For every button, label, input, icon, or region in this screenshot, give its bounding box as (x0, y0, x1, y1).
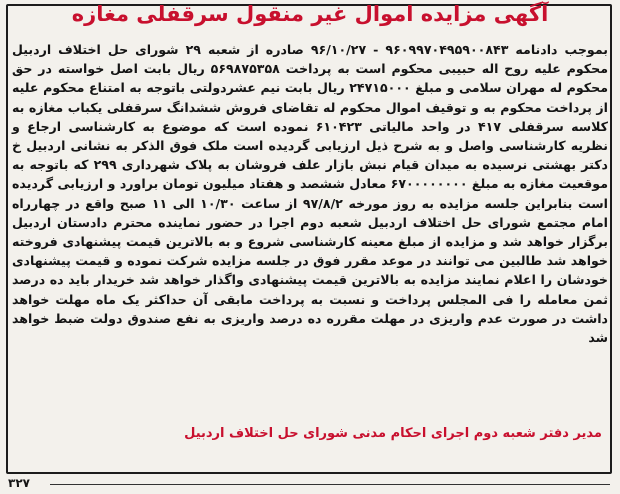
notice-body (12, 40, 608, 347)
notice-signature: مدیر دفتر شعبه دوم اجرای احکام مدنی شورای حل اختلاف اردبیل (184, 426, 602, 441)
ad-number: ۳۲۷ (8, 476, 30, 490)
notice-body-paragraph: بموجب دادنامه ۹۶۰۹۹۷۰۴۹۵۹۰۰۸۴۳ - ۹۶/۱۰/۲۷ صادره از شعبه ۲۹ شورای حل اختلاف اردبیل محکوم علیه روح اله حبیبی محکوم است به پرداخت ۵۶۹۸۷۵۳۵۸ ریال بابت اصل خواسته در حق محکوم له مهران سلامی و مبلغ ۲۴۷۱۵۰۰۰ ریال بابت نیم عشردولتی باتوجه به امتناع محکوم علیه از پرداخت محکوم به و توقیف اموال محکوم له تقاضای فروش ششدانگ سرقفلی یکباب مغازه به کلاسه سرقفلی ۴۱۷ در واحد مالیاتی ۶۱۰۴۲۳ نموده است که موضوع به کارشناسی ارجاع و نظریه کارشناسی واصل و به شرح ذیل ارزیابی گردیده است ملک فوق الذکر به نشانی اردبیل خ دکتر بهشتی نرسیده به میدان قیام نبش بازار علف فروشان به پلاک شهرداری ۲۹۹ که باتوجه به موقعیت مغازه به مبلغ ۶۷۰۰۰۰۰۰۰۰ معادل ششصد و هفتاد میلیون تومان براورد و ارزیابی گردیده است بنابراین جلسه مزایده به روز مورخه ۹۷/۸/۲ از ساعت ۱۰/۳۰ الی ۱۱ صبح واقع در چهارراه امام مجتمع شورای حل اختلاف اردبیل شعبه دوم اجرا در حضور نماینده محترم دادستان اردبیل برگزار خواهد شد و مزایده از مبلغ معینه کارشناسی شروع و به بالاترین قیمت پیشنهادی فروخته خواهد شد طالبین می توانند در موعد مقرر فوق در جلسه مزایده شرکت نموده و قیمت پیشنهادی خودشان را اعلام نمایند مزایده به بالاترین قیمت پیشنهادی واگذار خواهد شد خریدار باید ده درصد ثمن معامله را فی المجلس پرداخت و نسبت به پرداخت مابقی آن حداکثر یک ماه مهلت خواهد داشت در صورت عدم واریزی در مهلت مقرره ده درصد واریزی به نفع صندوق دولت ضبط خواهد شد (12, 42, 609, 346)
notice-title: آگهی مزایده اموال غیر منقول سرقفلی مغازه (71, 2, 549, 26)
footer-divider (50, 484, 610, 485)
